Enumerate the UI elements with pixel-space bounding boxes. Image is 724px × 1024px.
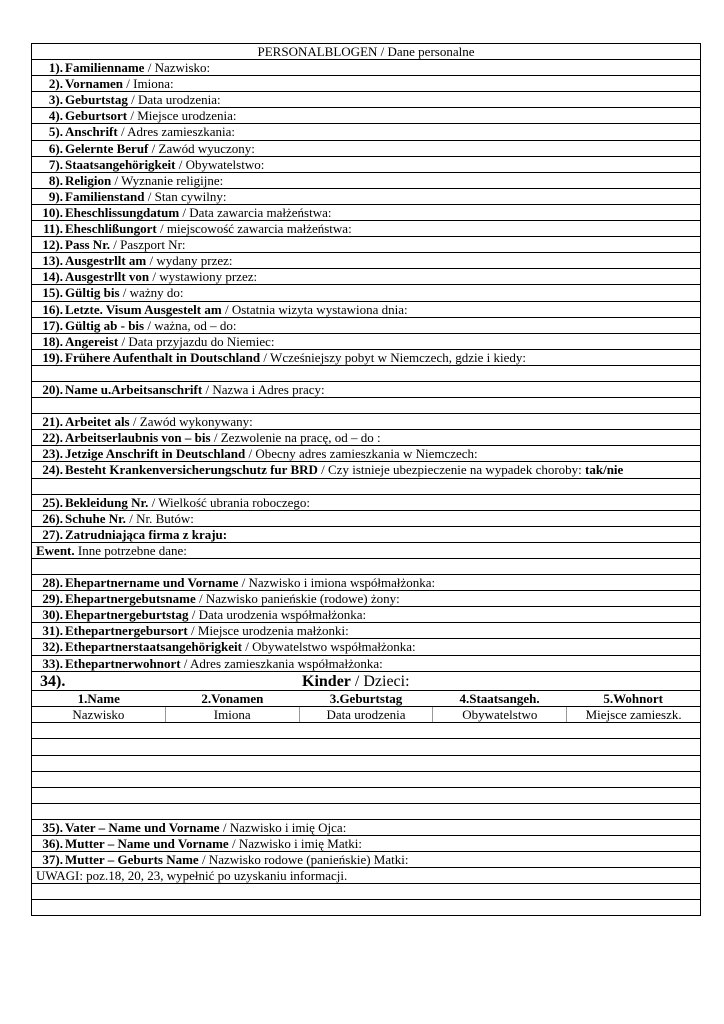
form-field-row[interactable]: 21). Arbeitet als / Zawód wykonywany:: [32, 414, 700, 430]
children-title-de: Kinder: [302, 672, 351, 690]
field-number: 16).: [42, 301, 63, 317]
field-label-pl: Stan cywilny:: [154, 188, 227, 204]
field-label-pl: Miejsce urodzenia małżonki:: [197, 623, 349, 639]
form-field-row[interactable]: 24). Besteht Krankenversicherungschutz fur BRD / Czy istnieje ubezpieczenie na wypadek choroby: tak/nie: [32, 462, 700, 478]
field-number: 29).: [42, 591, 63, 607]
form-field-row[interactable]: 8). Religion / Wyznanie religijne:: [32, 173, 700, 189]
field-label-pl: Zawód wykonywany:: [139, 414, 253, 430]
field-label-pl: Obywatelstwo współmałżonka:: [252, 639, 416, 655]
field-label-de: Ethepartnerwohnort: [65, 655, 181, 671]
form-field-row[interactable]: 30). Ehepartnergeburtstag / Data urodzenia współmałżonka:: [32, 607, 700, 623]
field-label-de: Geburtsort: [65, 108, 128, 124]
field-number: 5).: [48, 124, 63, 140]
blank-entry-row[interactable]: [32, 366, 700, 382]
column-header-de: 4.Staatsangeh.: [459, 691, 540, 707]
field-label-pl: Czy istnieje ubezpieczenie na wypadek choroby:: [328, 462, 582, 478]
field-label-pl: ważny do:: [129, 285, 184, 301]
column-header-pl: Miejsce zamieszk.: [585, 707, 682, 723]
field-number: 23).: [42, 446, 63, 462]
field-label-pl: Zawód wyuczony:: [158, 140, 255, 156]
blank-entry-row[interactable]: [32, 723, 700, 739]
field-label-pl: Nazwisko i imiona współmałżonka:: [248, 575, 436, 591]
field-label-pl: Adres zamieszkania:: [127, 124, 236, 140]
field-number: 4).: [48, 108, 63, 124]
field-label-de: Frühere Aufenthalt in Doutschland: [65, 349, 261, 365]
field-number: 14).: [42, 269, 63, 285]
blank-entry-row[interactable]: [32, 900, 700, 916]
form-field-row[interactable]: 35). Vater – Name und Vorname / Nazwisko i imię Ojca:: [32, 820, 700, 836]
form-field-row[interactable]: 22). Arbeitserlaubnis von – bis / Zezwolenie na pracę, od – do :: [32, 430, 700, 446]
blank-entry-row[interactable]: [32, 559, 700, 575]
field-label-pl: Nr. Butów:: [136, 510, 194, 526]
field-label-de: Eheschlissungdatum: [65, 204, 180, 220]
field-label-pl: Data przyjazdu do Niemiec:: [128, 333, 275, 349]
form-field-row[interactable]: 1). Familienname / Nazwisko:: [32, 60, 700, 76]
form-field-row[interactable]: 14). Ausgestrllt von / wystawiony przez:: [32, 269, 700, 285]
field-number: 28).: [42, 575, 63, 591]
field-label-de: Familienname: [65, 60, 145, 76]
field-number: 11).: [43, 221, 63, 237]
blank-entry-row[interactable]: [32, 772, 700, 788]
column-header-pl: Nazwisko: [32, 707, 166, 722]
form-field-row[interactable]: 5). Anschrift / Adres zamieszkania:: [32, 124, 700, 140]
field-label-de: Ausgestrllt am: [65, 253, 147, 269]
field-number: 25).: [42, 494, 63, 510]
form-title: PERSONALBLOGEN / Dane personalne: [32, 44, 700, 60]
field-number: 34).: [40, 672, 66, 690]
form-field-row[interactable]: [32, 543, 700, 559]
form-field-row[interactable]: 25). Bekleidung Nr. / Wielkość ubrania roboczego:: [32, 495, 700, 511]
column-header-pl: Data urodzenia: [300, 707, 434, 722]
field-label-de: Mutter – Geburts Name: [65, 852, 199, 868]
field-number: 36).: [42, 836, 63, 851]
field-label-pl: Data zawarcia małżeństwa:: [189, 204, 332, 220]
form-field-row[interactable]: 2). Vornamen / Imiona:: [32, 76, 700, 92]
form-field-row[interactable]: 13). Ausgestrllt am / wydany przez:: [32, 253, 700, 269]
field-number: 22).: [42, 430, 63, 446]
field-label-de: Familienstand: [65, 188, 145, 204]
field-label-de: Schuhe Nr.: [65, 510, 126, 526]
field-number: 1).: [48, 60, 63, 76]
form-field-row[interactable]: 6). Gelernte Beruf / Zawód wyuczony:: [32, 141, 700, 157]
field-label-pl: wystawiony przez:: [159, 269, 258, 285]
column-header-pl: Obywatelstwo: [433, 707, 567, 722]
field-label-de: Ethepartnerstaatsangehörigkeit: [65, 639, 242, 655]
form-field-row[interactable]: 20). Name u.Arbeitsanschrift / Nazwa i Adres pracy:: [32, 382, 700, 398]
field-label-pl: miejscowość zawarcia małżeństwa:: [166, 221, 352, 237]
field-label-pl: Miejsce urodzenia:: [137, 108, 237, 124]
field-number: 30).: [42, 607, 63, 623]
form-field-row[interactable]: 36). Mutter – Name und Vorname / Nazwisko i imię Matki:: [32, 836, 700, 852]
form-field-row[interactable]: 9). Familienstand / Stan cywilny:: [32, 189, 700, 205]
field-number: 17).: [42, 317, 63, 333]
field-label-de: Eheschlißungort: [65, 221, 157, 237]
field-label-pl: Adres zamieszkania współmałżonka:: [189, 655, 383, 671]
column-header-de: 1.Name: [77, 691, 120, 707]
field-number: 19).: [42, 349, 63, 365]
personal-data-form: [31, 43, 701, 916]
children-columns-de: [32, 691, 700, 707]
field-number: 13).: [42, 253, 63, 269]
field-label-de: Jetzige Anschrift in Deutschland: [65, 446, 246, 462]
field-number: 20).: [42, 381, 63, 397]
field-label-pl: Nazwisko:: [154, 60, 211, 76]
form-field-row[interactable]: 23). Jetzige Anschrift in Deutschland / Obecny adres zamieszkania w Niemczech:: [32, 446, 700, 462]
field-number: 33).: [42, 655, 63, 671]
field-label-de: Anschrift: [65, 124, 118, 140]
field-label-pl: wydany przez:: [156, 253, 233, 269]
field-number: 12).: [42, 237, 63, 253]
form-field-row[interactable]: 12). Pass Nr. / Paszport Nr:: [32, 237, 700, 253]
field-label-de: Gültig bis: [65, 285, 120, 301]
blank-entry-row[interactable]: [32, 788, 700, 804]
field-number: 7).: [48, 156, 63, 172]
field-number: 35).: [42, 819, 63, 835]
field-label-pl: Zezwolenie na pracę, od – do :: [220, 430, 381, 446]
form-field-row[interactable]: 11). Eheschlißungort / miejscowość zawarcia małżeństwa:: [32, 221, 700, 237]
field-number: 21).: [42, 414, 63, 430]
field-label-de: Letzte. Visum Ausgestelt am: [65, 301, 222, 317]
field-label-pl: Wcześniejszy pobyt w Niemczech, gdzie i kiedy:: [270, 349, 526, 365]
column-header-pl: Imiona: [166, 707, 300, 722]
field-label-de: Vornamen: [65, 76, 124, 92]
children-columns-pl: [32, 707, 700, 723]
field-label-de: Bekleidung Nr.: [65, 494, 149, 510]
form-field-row[interactable]: 17). Gültig ab - bis / ważna, od – do:: [32, 318, 700, 334]
field-number: 32).: [42, 639, 63, 655]
children-section-header: [32, 672, 700, 692]
children-title: Kinder / Dzieci:: [302, 672, 410, 690]
field-label-de: Zatrudniająca firma z kraju:: [65, 526, 228, 542]
field-label-pl: Ostatnia wizyta wystawiona dnia:: [231, 301, 408, 317]
field-label-pl: Nazwisko i imię Matki:: [238, 836, 362, 851]
field-label-de: Angereist: [65, 333, 119, 349]
field-label-pl: Data urodzenia:: [137, 92, 221, 108]
blank-entry-row[interactable]: [32, 479, 700, 495]
field-label-pl: Nazwisko panieńskie (rodowe) żony:: [205, 591, 400, 607]
form-field-row[interactable]: 16). Letzte. Visum Ausgestelt am / Ostatnia wizyta wystawiona dnia:: [32, 302, 700, 318]
form-field-row[interactable]: 31). Ethepartnergebursort / Miejsce urodzenia małżonki:: [32, 623, 700, 639]
field-label-de: Ehepartnergebutsname: [65, 591, 196, 607]
form-field-row[interactable]: 15). Gültig bis / ważny do:: [32, 285, 700, 301]
field-number: 10).: [42, 204, 63, 220]
field-label-de: Pass Nr.: [65, 237, 111, 253]
field-number: 24).: [42, 462, 63, 478]
children-title-pl: Dzieci:: [363, 672, 410, 690]
field-number: 37).: [42, 852, 63, 868]
field-label-de: Vater – Name und Vorname: [65, 819, 220, 835]
field-label-de: Arbeitet als: [65, 414, 130, 430]
field-number: 6).: [48, 140, 63, 156]
yes-no-option: tak/nie: [585, 462, 624, 478]
form-field-row[interactable]: 18). Angereist / Data przyjazdu do Niemiec:: [32, 334, 700, 350]
field-label-pl: Obecny adres zamieszkania w Niemczech:: [255, 446, 478, 462]
field-label-de: Mutter – Name und Vorname: [65, 836, 229, 851]
field-number: 26).: [42, 510, 63, 526]
blank-entry-row[interactable]: [32, 398, 700, 414]
field-label-de: Name u.Arbeitsanschrift: [65, 381, 203, 397]
field-number: 8).: [48, 172, 63, 188]
form-field-row[interactable]: 37). Mutter – Geburts Name / Nazwisko rodowe (panieńskie) Matki:: [32, 852, 700, 868]
form-field-row[interactable]: 26). Schuhe Nr. / Nr. Butów:: [32, 511, 700, 527]
field-label-pl: ważna, od – do:: [154, 317, 237, 333]
field-label-pl: Inne potrzebne dane:: [77, 542, 187, 558]
field-label-de: Religion: [65, 172, 112, 188]
blank-entry-row[interactable]: [32, 739, 700, 755]
field-label-pl: Imiona:: [133, 76, 174, 92]
field-label-de: Ewent.: [36, 542, 75, 558]
field-label-de: Arbeitserlaubnis von – bis: [65, 430, 211, 446]
form-field-row[interactable]: [32, 527, 700, 543]
field-label-pl: Nazwisko i imię Ojca:: [229, 819, 347, 835]
field-label-de: Besteht Krankenversicherungschutz fur BRD: [65, 462, 318, 478]
field-label-pl: Wielkość ubrania roboczego:: [158, 494, 311, 510]
field-number: 15).: [42, 285, 63, 301]
field-label-pl: Nazwisko rodowe (panieńskie) Matki:: [208, 852, 409, 868]
form-field-row[interactable]: 28). Ehepartnername und Vorname / Nazwisko i imiona współmałżonka:: [32, 575, 700, 591]
form-field-row[interactable]: 7). Staatsangehörigkeit / Obywatelstwo:: [32, 157, 700, 173]
field-label-de: Geburtstag: [65, 92, 128, 108]
field-label-pl: Data urodzenia współmałżonka:: [198, 607, 367, 623]
field-label-de: Gültig ab - bis: [65, 317, 145, 333]
field-number: 31).: [42, 623, 63, 639]
form-field-row[interactable]: 32). Ethepartnerstaatsangehörigkeit / Obywatelstwo współmałżonka:: [32, 639, 700, 655]
column-header-de: 3.Geburtstag: [329, 691, 403, 707]
form-field-row[interactable]: 4). Geburtsort / Miejsce urodzenia:: [32, 108, 700, 124]
field-label-de: Ausgestrllt von: [65, 269, 150, 285]
field-label-de: Ehepartnername und Vorname: [65, 575, 239, 591]
field-number: 18).: [42, 333, 63, 349]
remarks-note: UWAGI: poz.18, 20, 23, wypełnić po uzyskaniu informacji.: [32, 868, 700, 884]
form-field-row[interactable]: 33). Ethepartnerwohnort / Adres zamieszkania współmałżonka:: [32, 656, 700, 672]
field-label-de: Ethepartnergebursort: [65, 623, 188, 639]
blank-entry-row[interactable]: [32, 804, 700, 820]
field-number: 27).: [42, 526, 63, 542]
field-label-pl: Paszport Nr:: [120, 237, 186, 253]
field-number: 9).: [48, 188, 63, 204]
form-field-row[interactable]: 19). Frühere Aufenthalt in Doutschland / Wcześniejszy pobyt w Niemczech, gdzie i kiedy:: [32, 350, 700, 366]
field-label-pl: Wyznanie religijne:: [121, 172, 224, 188]
form-field-row[interactable]: 3). Geburtstag / Data urodzenia:: [32, 92, 700, 108]
field-number: 2).: [48, 76, 63, 92]
form-field-row[interactable]: 10). Eheschlissungdatum / Data zawarcia małżeństwa:: [32, 205, 700, 221]
column-header-de: 2.Vonamen: [201, 691, 264, 707]
column-header-de: 5.Wohnort: [603, 691, 663, 707]
form-field-row[interactable]: 29). Ehepartnergebutsname / Nazwisko panieńskie (rodowe) żony:: [32, 591, 700, 607]
blank-entry-row[interactable]: [32, 884, 700, 900]
field-label-de: Gelernte Beruf: [65, 140, 149, 156]
field-label-de: Staatsangehörigkeit: [65, 156, 176, 172]
field-number: 3).: [48, 92, 63, 108]
blank-entry-row[interactable]: [32, 756, 700, 772]
field-label-pl: Nazwa i Adres pracy:: [212, 381, 325, 397]
field-label-de: Ehepartnergeburtstag: [65, 607, 189, 623]
field-label-pl: Obywatelstwo:: [185, 156, 265, 172]
